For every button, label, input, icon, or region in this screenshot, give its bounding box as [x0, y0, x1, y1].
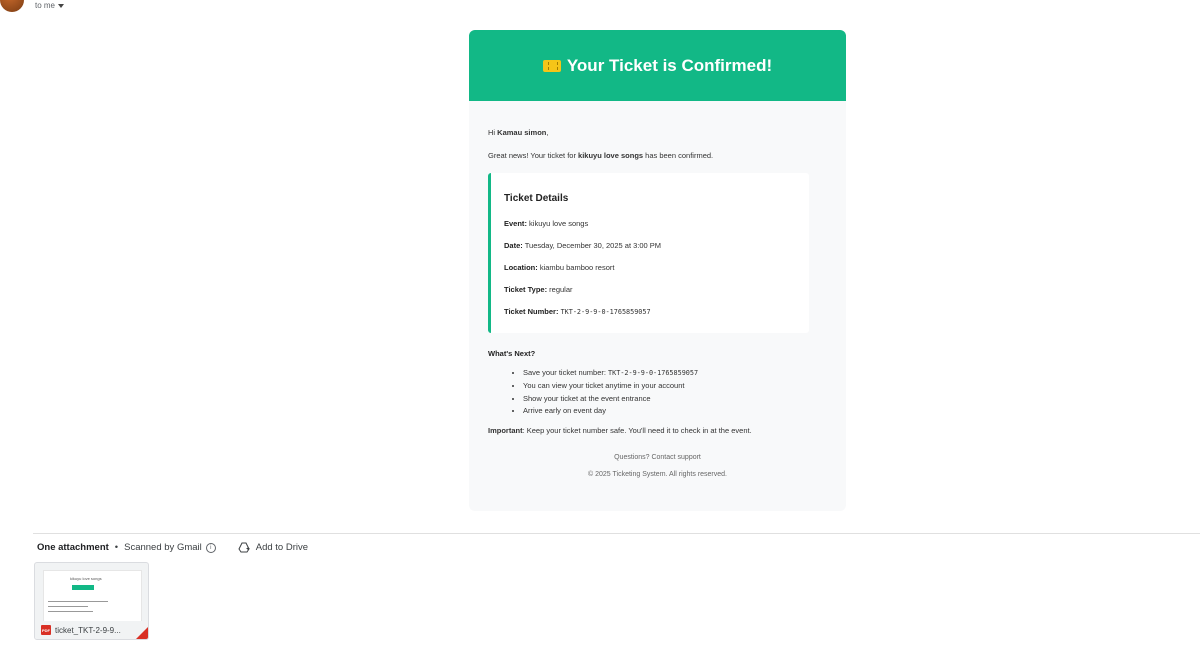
detail-event: Event: kikuyu love songs [504, 219, 589, 228]
recipient-details-toggle[interactable] [35, 1, 64, 10]
recipient-name: Kamau simon [497, 128, 547, 137]
list-item-text: Save your ticket number: [523, 368, 609, 377]
detail-label: Event [504, 219, 525, 228]
greeting-prefix: Hi [488, 128, 498, 137]
ticket-icon [543, 60, 561, 72]
preview-line [48, 601, 108, 602]
greeting-suffix: , [546, 128, 549, 137]
detail-value: regular [549, 285, 573, 294]
attachment-thumbnail[interactable] [34, 562, 149, 640]
scan-label: Scanned by Gmail [124, 542, 202, 553]
ticket-details-box [488, 173, 809, 333]
detail-value: kikuyu love songs [529, 219, 589, 228]
footer-copyright: © 2025 Ticketing System. All rights reserved. [588, 470, 727, 478]
attachment-label [35, 621, 148, 639]
preview-line [48, 606, 88, 607]
ticket-details-heading: Ticket Details [504, 193, 569, 204]
banner-title: Your Ticket is Confirmed! [566, 55, 773, 75]
attachments-divider [33, 533, 1200, 534]
intro-suffix: has been confirmed. [643, 151, 714, 160]
list-item [523, 368, 827, 378]
whats-next-list [488, 368, 827, 415]
list-item: • You can view your ticket anytime in your account [523, 381, 827, 390]
intro-prefix: Great news! Your ticket for [488, 151, 579, 160]
attachment-filename: ticket_TKT-2-9-9... [55, 625, 121, 635]
important-text: : Keep your ticket number safe. You'll need it to check in at the event. [522, 425, 752, 435]
detail-location: Location: kiambu bamboo resort [504, 263, 615, 272]
fold-corner [136, 627, 148, 639]
event-name: kikuyu love songs [578, 151, 644, 160]
preview-title: kikuyu love songs [70, 576, 102, 581]
detail-label: Ticket Type [504, 285, 545, 294]
important-label: Important [488, 425, 523, 435]
caret-down-icon [58, 4, 64, 8]
detail-label: Date [504, 241, 521, 250]
detail-value: Tuesday, December 30, 2025 at 3:00 PM [524, 241, 662, 250]
list-item: • Arrive early on event day [523, 406, 827, 415]
attachment-count: One attachment [37, 542, 109, 553]
detail-date: Date: Tuesday, December 30, 2025 at 3:00 PM [504, 241, 662, 250]
confirmation-banner [469, 30, 846, 101]
separator-dot: • [114, 542, 119, 553]
important-note [488, 426, 827, 435]
recipient-label: to me [35, 1, 56, 10]
detail-ticket-type: Ticket Type: regular [504, 285, 573, 294]
sender-avatar[interactable] [0, 0, 24, 12]
preview-banner [72, 585, 94, 590]
ticket-number-inline: TKT-2-9-9-0-1765859057 [608, 369, 699, 377]
preview-line [48, 611, 93, 612]
attachment-preview [43, 570, 142, 622]
footer-questions[interactable]: Questions? Contact support [614, 453, 701, 461]
greeting [488, 128, 827, 137]
email-message-body [469, 30, 846, 511]
info-icon[interactable]: i [206, 543, 216, 553]
detail-ticket-number: Ticket Number: TKT-2-9-9-0-1765859057 [504, 307, 651, 316]
add-to-drive-button[interactable]: Add to Drive [255, 542, 309, 553]
list-item: • Show your ticket at the event entrance [523, 394, 827, 403]
whats-next-heading: What's Next? [488, 349, 536, 358]
pdf-icon: PDF [41, 625, 51, 635]
detail-value: kiambu bamboo resort [539, 263, 615, 272]
add-to-drive-icon[interactable] [238, 542, 250, 553]
ticket-number-value: TKT-2-9-9-0-1765859057 [560, 308, 651, 316]
intro-text [488, 151, 827, 160]
detail-label: Ticket Number [504, 307, 556, 316]
attachments-bar [37, 542, 308, 553]
detail-label: Location [504, 263, 536, 272]
